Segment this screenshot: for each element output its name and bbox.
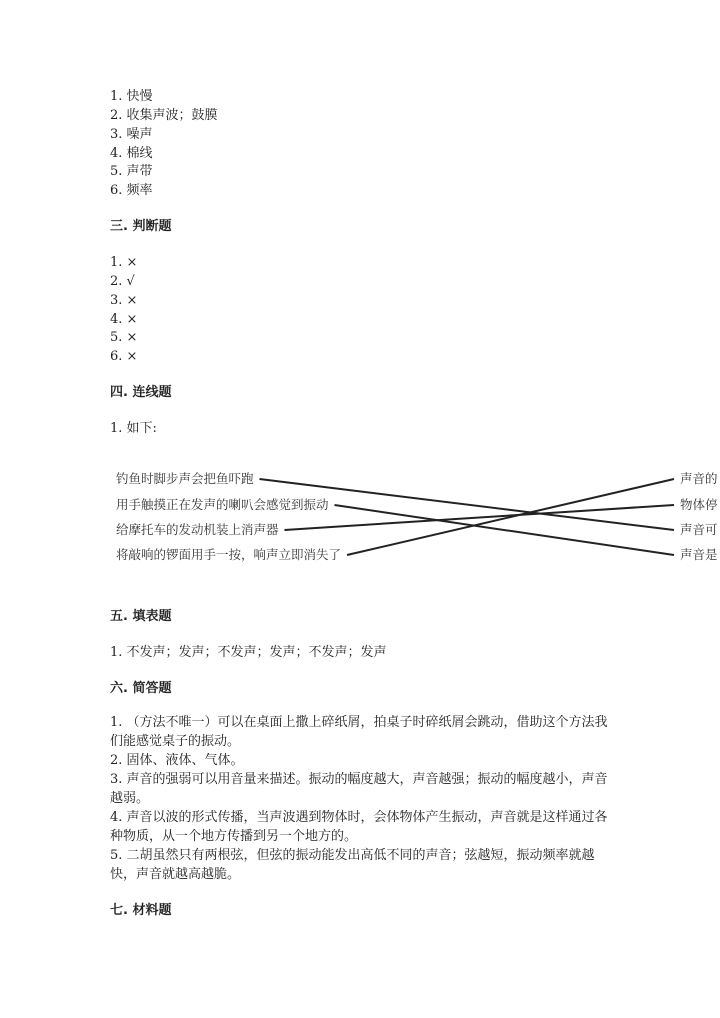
judge-answer-5: 5. ×	[110, 330, 138, 345]
judge-answer-6: 6. ×	[110, 349, 138, 364]
short-answer-3: 3. 声音的强弱可以用音量来描述。振动的幅度越大，声音越强；振动的幅度越小，声音越弱。	[110, 772, 608, 806]
section-4-title: 四. 连线题	[110, 385, 172, 400]
match-right-item-2: 物体停	[680, 497, 718, 512]
section-7-title: 七. 材料题	[110, 903, 172, 918]
blank-answer-4: 4. 棉线	[110, 146, 153, 161]
section-5-title: 五. 填表题	[110, 609, 172, 624]
match-left-item-3: 给摩托车的发动机装上消声器	[116, 522, 279, 537]
match-right-item-4: 声音是	[680, 547, 718, 562]
short-answer-4: 4. 声音以波的形式传播，当声波遇到物体时，会体物体产生振动，声音就是这样通过各种物质，从一个地方传播到另一个地方的。	[110, 810, 608, 844]
short-answer-5: 5. 二胡虽然只有两根弦，但弦的振动能发出高低不同的声音；弦越短，振动频率就越快，声音就越高越脆。	[110, 848, 595, 882]
matching-intro: 1. 如下:	[110, 421, 157, 436]
blank-answer-3: 3. 噪声	[110, 127, 153, 142]
matching-diagram	[110, 462, 720, 572]
match-right-item-1: 声音的	[680, 471, 718, 486]
section-6-title: 六. 简答题	[110, 681, 172, 696]
matching-line-1	[260, 479, 674, 530]
match-left-item-2: 用手触摸正在发声的喇叭会感觉到振动	[116, 497, 329, 512]
match-left-item-4: 将敲响的锣面用手一按，响声立即消失了	[116, 547, 342, 562]
blank-answer-6: 6. 频率	[110, 183, 153, 198]
blank-answer-1: 1. 快慢	[110, 89, 153, 104]
short-answer-2: 2. 固体、液体、气体。	[110, 753, 244, 768]
match-right-item-3: 声音可	[680, 522, 718, 537]
matching-line-4	[347, 479, 674, 555]
match-left-item-1: 钓鱼时脚步声会把鱼吓跑	[116, 471, 254, 486]
judge-answer-4: 4. ×	[110, 312, 138, 327]
judge-answer-3: 3. ×	[110, 293, 138, 308]
section-3-title: 三. 判断题	[110, 219, 172, 234]
matching-line-2	[335, 505, 674, 555]
judge-answer-1: 1. ×	[110, 255, 138, 270]
judge-answer-2: 2. √	[110, 274, 135, 289]
matching-lines	[110, 462, 720, 572]
blank-answer-5: 5. 声带	[110, 164, 153, 179]
blank-answer-2: 2. 收集声波；鼓膜	[110, 108, 218, 123]
table-answer: 1. 不发声；发声；不发声；发声；不发声；发声	[110, 645, 387, 660]
short-answer-1: 1. （方法不唯一）可以在桌面上撒上碎纸屑，拍桌子时碎纸屑会跳动，借助这个方法我们能感觉桌子的振动。	[110, 715, 608, 749]
